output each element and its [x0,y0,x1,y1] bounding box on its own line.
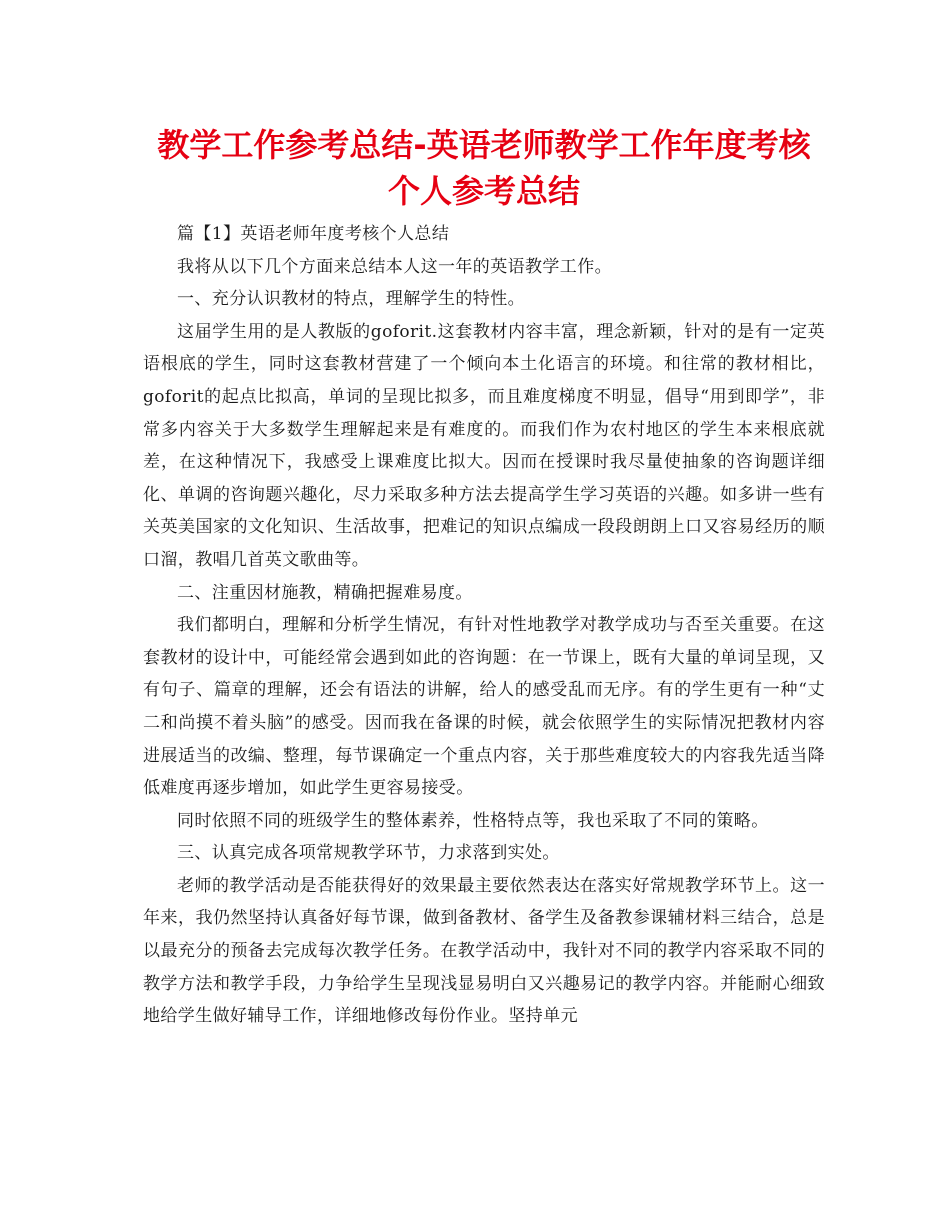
intro-paragraph: 我将从以下几个方面来总结本人这一年的英语教学工作。 [177,256,612,277]
document-body [143,218,825,1033]
point-heading-1: 一、充分认识教材的特点，理解学生的特性。 [177,289,525,310]
point-heading-2: 二、注重因材施教，精确把握难易度。 [177,582,473,603]
point-heading-3: 三、认真完成各项常规教学环节，力求落到实处。 [177,843,560,864]
body-paragraph-1: 这届学生用的是人教版的goforit.这套教材内容丰富，理念新颖，针对的是有一定英语根底的学生，同时这套教材营建了一个倾向本土化语言的环境。和往常的教材相比，goforit的起点比拟高，单词的呈现比拟多，而且难度梯度不明显，倡导“用到即学”，非常多内容关于大多数学生理解起来是有难度的。而我们作为农村地区的学生本来根底就差，在这种情况下，我感受上课难度比拟大。因而在授课时我尽量使抽象的咨询题详细化、单调的咨询题兴趣化，尽力采取多种方法去提高学生学习英语的兴趣。如多讲一些有关英美国家的文化知识、生活故事，把难记的知识点编成一段段朗朗上口又容易经历的顺口溜，教唱几首英文歌曲等。 [143,321,825,570]
body-paragraph-3: 同时依照不同的班级学生的整体素养，性格特点等，我也采取了不同的策略。 [177,810,769,831]
body-paragraph-4: 老师的教学活动是否能获得好的效果最主要依然表达在落实好常规教学环节上。这一年来，我仍然坚持认真备好每节课，做到备教材、备学生及备教参课辅材料三结合，总是以最充分的预备去完成每次教学任务。在教学活动中，我针对不同的教学内容采取不同的教学方法和教学手段，力争给学生呈现浅显易明白又兴趣易记的教学内容。并能耐心细致地给学生做好辅导工作，详细地修改每份作业。坚持单元 [143,875,825,1027]
document-title: 教学工作参考总结-英语老师教学工作年度考核个人参考总结 [157,126,811,210]
document-page [143,122,825,1033]
section-heading: 篇【1】英语老师年度考核个人总结 [177,224,450,244]
body-paragraph-2: 我们都明白，理解和分析学生情况，有针对性地教学对教学成功与否至关重要。在这套教材的设计中，可能经常会遇到如此的咨询题：在一节课上，既有大量的单词呈现，又有句子、篇章的理解，还会有语法的讲解，给人的感受乱而无序。有的学生更有一种“丈二和尚摸不着头脑”的感受。因而我在备课的时候，就会依照学生的实际情况把教材内容进展适当的改编、整理，每节课确定一个重点内容，关于那些难度较大的内容我先适当降低难度再逐步增加，如此学生更容易接受。 [143,615,825,799]
